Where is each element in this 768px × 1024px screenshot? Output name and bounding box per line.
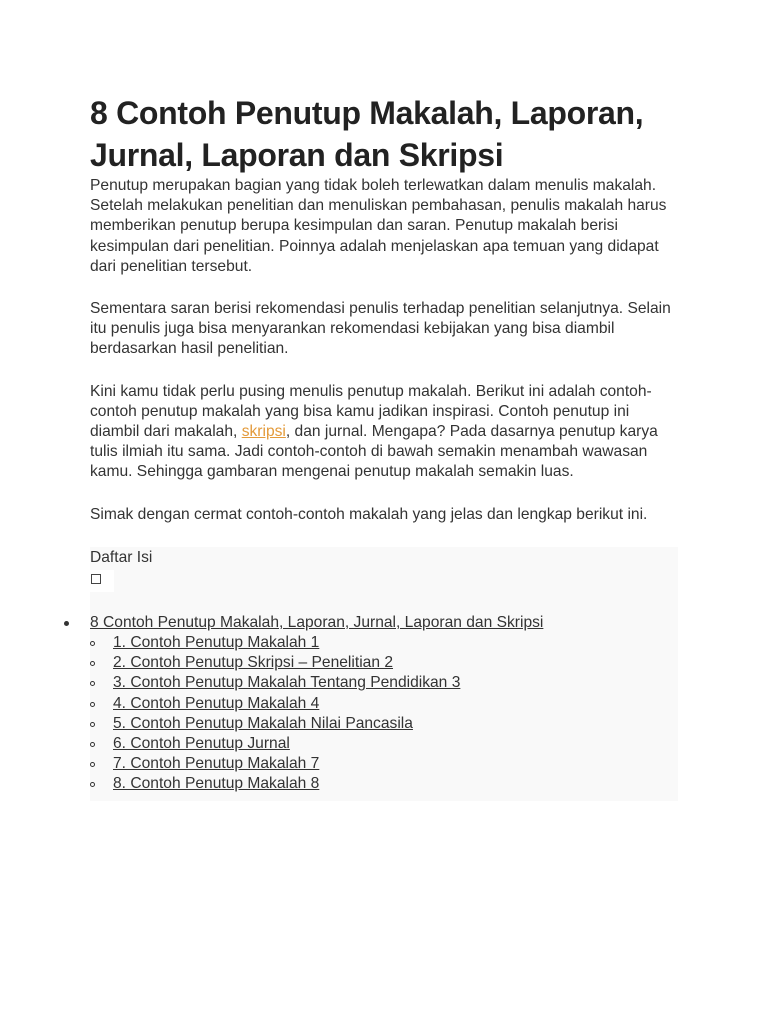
bullet-circle-icon [90, 782, 95, 787]
toc-sub-item [113, 673, 678, 693]
toc-link-main[interactable]: 8 Contoh Penutup Makalah, Laporan, Jurnal, Laporan dan Skripsi [90, 613, 544, 631]
paragraph-intro: Penutup merupakan bagian yang tidak boleh terlewatkan dalam menulis makalah. Setelah melakukan penelitian dan menuliskan pembahasan, penulis makalah harus memberikan penutup berupa kesimpulan dan saran. Penutup makalah berisi kesimpulan dari penelitian. Poinnya adalah menjelaskan apa temuan yang didapat dari penelitian tersebut. [90, 177, 667, 275]
bullet-circle-icon [90, 661, 95, 666]
toc-link-5[interactable]: 5. Contoh Penutup Makalah Nilai Pancasila [113, 714, 413, 732]
toc-bottom-spacer [90, 795, 678, 801]
toc-sub-item [113, 694, 678, 714]
bullet-circle-icon [90, 742, 95, 747]
paragraph-inspirasi [90, 382, 680, 483]
article-title: 8 Contoh Penutup Makalah, Laporan, Jurnal, Laporan dan Skripsi [90, 95, 644, 173]
article [90, 92, 680, 801]
toc-link-8[interactable]: 8. Contoh Penutup Makalah 8 [113, 775, 320, 793]
checkbox-square-icon[interactable] [91, 574, 101, 584]
toc-link-3[interactable]: 3. Contoh Penutup Makalah Tentang Pendidikan 3 [113, 674, 461, 692]
toc-link-2[interactable]: 2. Contoh Penutup Skripsi – Penelitian 2 [113, 654, 394, 672]
toc-sub-item [113, 774, 678, 794]
bullet-circle-icon [90, 702, 95, 707]
toc-link-7[interactable]: 7. Contoh Penutup Makalah 7 [113, 755, 320, 773]
paragraph-simak: Simak dengan cermat contoh-contoh makalah yang jelas dan lengkap berikut ini. [90, 505, 648, 523]
paragraph-inspirasi-text-before: Kini kamu tidak perlu pusing menulis penutup makalah. Berikut ini adalah contoh-contoh penutup makalah yang bisa kamu jadikan inspirasi. Contoh penutup ini diambil dari makalah, [90, 382, 652, 441]
bullet-circle-icon [90, 681, 95, 686]
toc-link-1[interactable]: 1. Contoh Penutup Makalah 1 [113, 634, 320, 652]
bullet-disc-icon [64, 621, 69, 626]
bullet-circle-icon [90, 762, 95, 767]
toc-sub-item [113, 754, 678, 774]
paragraph-inspirasi-text-after: , dan jurnal. Mengapa? Pada dasarnya penutup karya tulis ilmiah itu sama. Jadi contoh-contoh di bawah semakin menambah wawasan kamu. Sehingga gambaran mengenai penutup makalah semakin luas. [90, 423, 658, 481]
toc-top-item [90, 613, 678, 795]
bullet-circle-icon [90, 641, 95, 646]
toc-title: Daftar Isi [90, 548, 153, 566]
toc-sub-item [113, 633, 678, 653]
toc-list [90, 613, 678, 795]
bullet-circle-icon [90, 722, 95, 727]
table-of-contents [90, 547, 678, 801]
paragraph-saran: Sementara saran berisi rekomendasi penulis terhadap penelitian selanjutnya. Selain itu penulis juga bisa menyarankan rekomendasi kebijakan yang bisa diambil berdasarkan hasil penelitian. [90, 300, 671, 358]
toc-link-4[interactable]: 4. Contoh Penutup Makalah 4 [113, 694, 320, 712]
toc-sub-item [113, 714, 678, 734]
toc-link-6[interactable]: 6. Contoh Penutup Jurnal [113, 735, 290, 753]
toc-sub-item [113, 734, 678, 754]
skripsi-link[interactable]: skripsi [241, 423, 286, 441]
toc-toggle-container [90, 570, 114, 592]
toc-sub-item [113, 653, 678, 673]
toc-sublist [90, 633, 678, 795]
